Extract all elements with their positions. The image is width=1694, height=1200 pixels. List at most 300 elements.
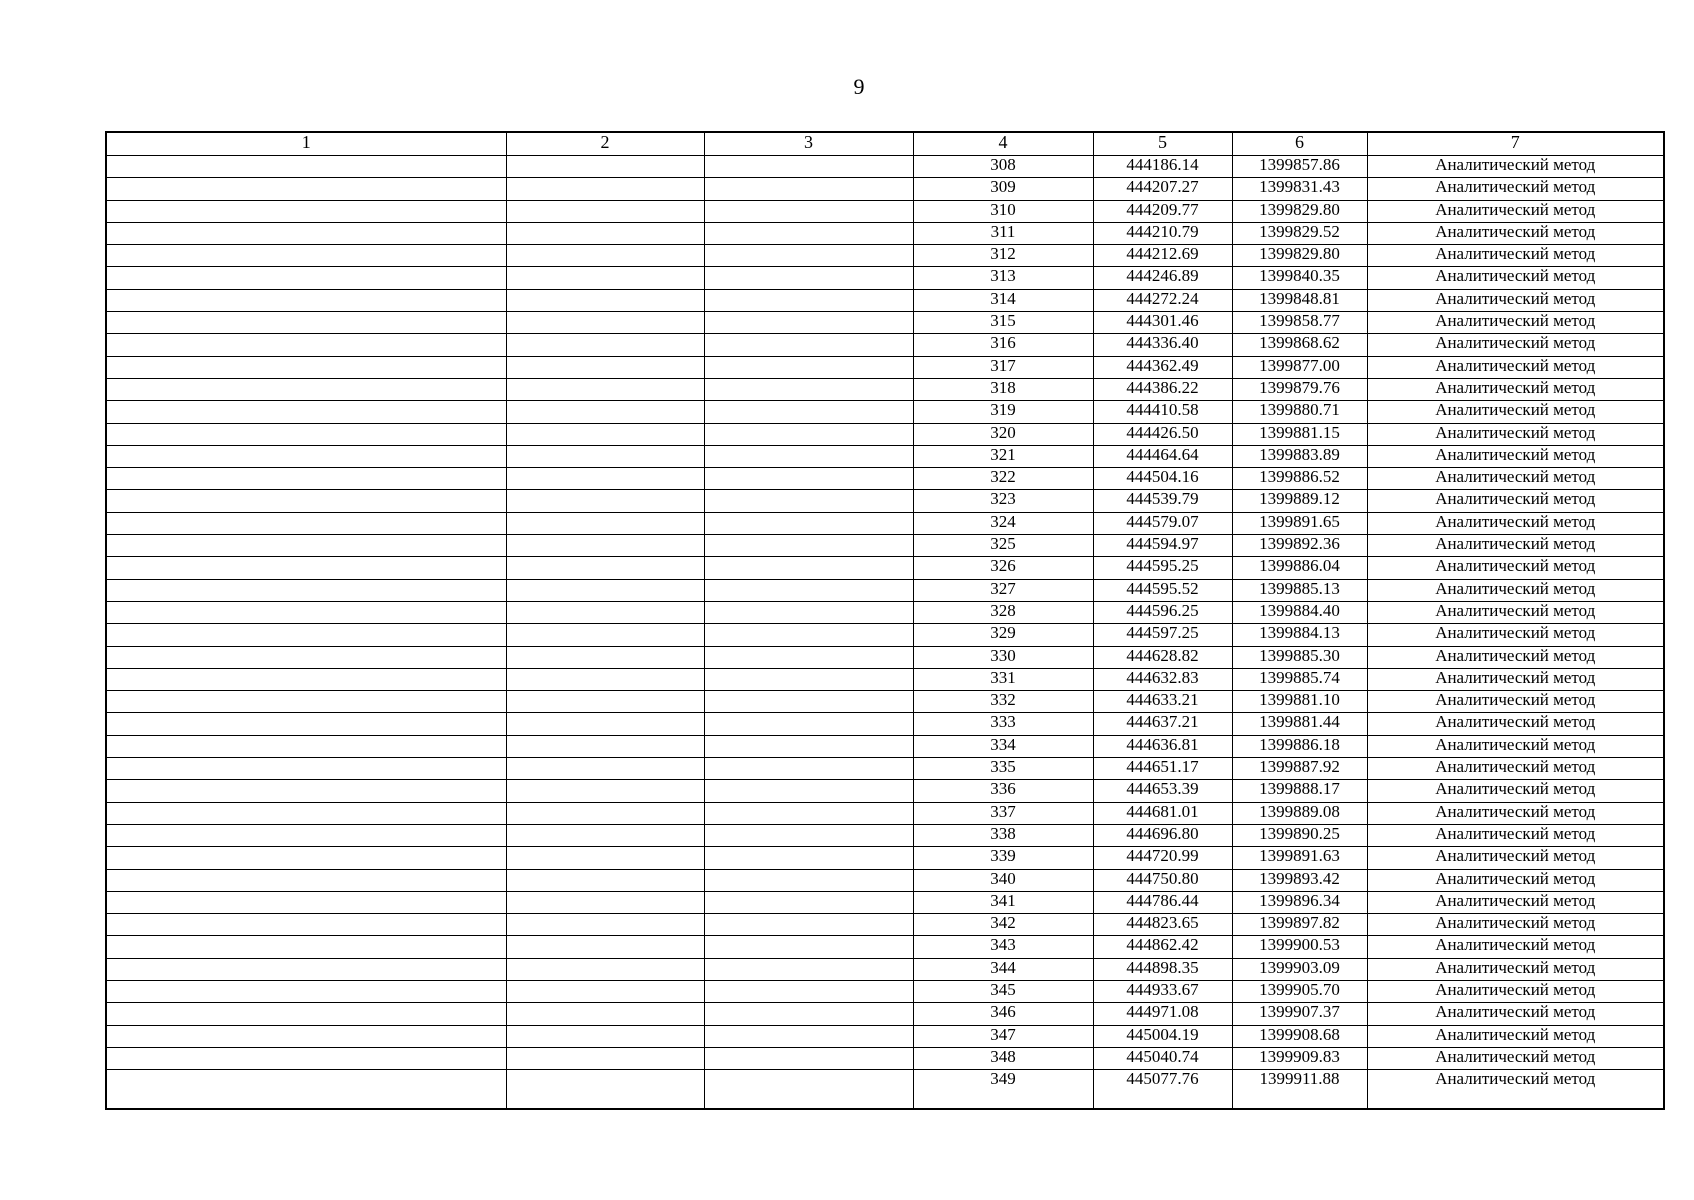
table-row	[106, 691, 1664, 713]
col-1-cell	[106, 312, 506, 334]
x-coordinate-cell: 444410.58	[1093, 401, 1232, 423]
col-3-cell	[704, 245, 913, 267]
table-row	[106, 490, 1664, 512]
y-coordinate-cell: 1399881.10	[1232, 691, 1367, 713]
col-3-cell	[704, 579, 913, 601]
y-coordinate-cell: 1399889.08	[1232, 802, 1367, 824]
method-cell: Аналитический метод	[1367, 312, 1664, 334]
col-1-cell	[106, 891, 506, 913]
y-coordinate-cell: 1399903.09	[1232, 958, 1367, 980]
table-row	[106, 579, 1664, 601]
table-row	[106, 267, 1664, 289]
col-1-cell	[106, 936, 506, 958]
col-1-cell	[106, 445, 506, 467]
col-1-cell	[106, 178, 506, 200]
column-header-6: 6	[1232, 132, 1367, 156]
col-1-cell	[106, 847, 506, 869]
x-coordinate-cell: 444362.49	[1093, 356, 1232, 378]
col-2-cell	[506, 713, 704, 735]
col-3-cell	[704, 445, 913, 467]
col-2-cell	[506, 691, 704, 713]
method-cell: Аналитический метод	[1367, 646, 1664, 668]
col-2-cell	[506, 267, 704, 289]
table-row	[106, 980, 1664, 1002]
col-1-cell	[106, 691, 506, 713]
x-coordinate-cell: 444336.40	[1093, 334, 1232, 356]
col-2-cell	[506, 334, 704, 356]
table-row	[106, 245, 1664, 267]
col-1-cell	[106, 958, 506, 980]
y-coordinate-cell: 1399886.04	[1232, 557, 1367, 579]
table-header	[106, 132, 1664, 156]
point-number-cell: 344	[913, 958, 1093, 980]
method-cell: Аналитический метод	[1367, 691, 1664, 713]
col-3-cell	[704, 401, 913, 423]
x-coordinate-cell: 444595.25	[1093, 557, 1232, 579]
x-coordinate-cell: 444539.79	[1093, 490, 1232, 512]
x-coordinate-cell: 444681.01	[1093, 802, 1232, 824]
y-coordinate-cell: 1399890.25	[1232, 824, 1367, 846]
method-cell: Аналитический метод	[1367, 869, 1664, 891]
column-header-4: 4	[913, 132, 1093, 156]
point-number-cell: 325	[913, 535, 1093, 557]
table-row	[106, 624, 1664, 646]
x-coordinate-cell: 444212.69	[1093, 245, 1232, 267]
point-number-cell: 331	[913, 668, 1093, 690]
header-row	[106, 132, 1664, 156]
point-number-cell: 346	[913, 1003, 1093, 1025]
x-coordinate-cell: 444464.64	[1093, 445, 1232, 467]
point-number-cell: 308	[913, 156, 1093, 178]
x-coordinate-cell: 444597.25	[1093, 624, 1232, 646]
table-row	[106, 668, 1664, 690]
col-1-cell	[106, 557, 506, 579]
method-cell: Аналитический метод	[1367, 802, 1664, 824]
point-number-cell: 323	[913, 490, 1093, 512]
col-2-cell	[506, 312, 704, 334]
x-coordinate-cell: 444386.22	[1093, 378, 1232, 400]
x-coordinate-cell: 444750.80	[1093, 869, 1232, 891]
col-1-cell	[106, 468, 506, 490]
method-cell: Аналитический метод	[1367, 245, 1664, 267]
x-coordinate-cell: 444426.50	[1093, 423, 1232, 445]
x-coordinate-cell: 444637.21	[1093, 713, 1232, 735]
method-cell: Аналитический метод	[1367, 758, 1664, 780]
col-3-cell	[704, 914, 913, 936]
table-row	[106, 178, 1664, 200]
table-row	[106, 378, 1664, 400]
col-1-cell	[106, 914, 506, 936]
col-2-cell	[506, 156, 704, 178]
y-coordinate-cell: 1399897.82	[1232, 914, 1367, 936]
point-number-cell: 348	[913, 1047, 1093, 1069]
col-3-cell	[704, 334, 913, 356]
x-coordinate-cell: 444862.42	[1093, 936, 1232, 958]
col-2-cell	[506, 780, 704, 802]
col-3-cell	[704, 156, 913, 178]
col-1-cell	[106, 289, 506, 311]
col-1-cell	[106, 1003, 506, 1025]
x-coordinate-cell: 444301.46	[1093, 312, 1232, 334]
table-row	[106, 445, 1664, 467]
point-number-cell: 343	[913, 936, 1093, 958]
point-number-cell: 320	[913, 423, 1093, 445]
table-row	[106, 735, 1664, 757]
x-coordinate-cell: 444651.17	[1093, 758, 1232, 780]
y-coordinate-cell: 1399831.43	[1232, 178, 1367, 200]
col-1-cell	[106, 378, 506, 400]
col-3-cell	[704, 691, 913, 713]
col-3-cell	[704, 490, 913, 512]
col-3-cell	[704, 1025, 913, 1047]
y-coordinate-cell: 1399884.40	[1232, 601, 1367, 623]
method-cell: Аналитический метод	[1367, 178, 1664, 200]
point-number-cell: 310	[913, 200, 1093, 222]
y-coordinate-cell: 1399886.52	[1232, 468, 1367, 490]
point-number-cell: 342	[913, 914, 1093, 936]
method-cell: Аналитический метод	[1367, 445, 1664, 467]
col-3-cell	[704, 557, 913, 579]
col-2-cell	[506, 802, 704, 824]
x-coordinate-cell: 444696.80	[1093, 824, 1232, 846]
column-header-7: 7	[1367, 132, 1664, 156]
point-number-cell: 322	[913, 468, 1093, 490]
table-row	[106, 557, 1664, 579]
y-coordinate-cell: 1399857.86	[1232, 156, 1367, 178]
table-row	[106, 1003, 1664, 1025]
col-1-cell	[106, 869, 506, 891]
col-1-cell	[106, 490, 506, 512]
x-coordinate-cell: 444653.39	[1093, 780, 1232, 802]
col-3-cell	[704, 378, 913, 400]
point-number-cell: 334	[913, 735, 1093, 757]
y-coordinate-cell: 1399879.76	[1232, 378, 1367, 400]
y-coordinate-cell: 1399900.53	[1232, 936, 1367, 958]
method-cell: Аналитический метод	[1367, 735, 1664, 757]
column-header-5: 5	[1093, 132, 1232, 156]
method-cell: Аналитический метод	[1367, 222, 1664, 244]
point-number-cell: 330	[913, 646, 1093, 668]
x-coordinate-cell: 445040.74	[1093, 1047, 1232, 1069]
col-3-cell	[704, 713, 913, 735]
method-cell: Аналитический метод	[1367, 378, 1664, 400]
y-coordinate-cell: 1399829.80	[1232, 245, 1367, 267]
col-2-cell	[506, 847, 704, 869]
method-cell: Аналитический метод	[1367, 824, 1664, 846]
col-1-cell	[106, 1070, 506, 1110]
point-number-cell: 324	[913, 512, 1093, 534]
y-coordinate-cell: 1399881.15	[1232, 423, 1367, 445]
col-3-cell	[704, 222, 913, 244]
col-3-cell	[704, 468, 913, 490]
y-coordinate-cell: 1399877.00	[1232, 356, 1367, 378]
table-row	[106, 958, 1664, 980]
col-2-cell	[506, 869, 704, 891]
col-1-cell	[106, 267, 506, 289]
table-row	[106, 289, 1664, 311]
method-cell: Аналитический метод	[1367, 468, 1664, 490]
col-1-cell	[106, 668, 506, 690]
col-2-cell	[506, 445, 704, 467]
x-coordinate-cell: 444933.67	[1093, 980, 1232, 1002]
col-1-cell	[106, 780, 506, 802]
x-coordinate-cell: 444628.82	[1093, 646, 1232, 668]
table-row	[106, 156, 1664, 178]
table-body	[106, 156, 1664, 1110]
col-2-cell	[506, 245, 704, 267]
col-3-cell	[704, 178, 913, 200]
col-2-cell	[506, 914, 704, 936]
method-cell: Аналитический метод	[1367, 156, 1664, 178]
point-number-cell: 316	[913, 334, 1093, 356]
col-3-cell	[704, 1047, 913, 1069]
y-coordinate-cell: 1399905.70	[1232, 980, 1367, 1002]
method-cell: Аналитический метод	[1367, 1025, 1664, 1047]
method-cell: Аналитический метод	[1367, 980, 1664, 1002]
col-2-cell	[506, 1025, 704, 1047]
col-2-cell	[506, 423, 704, 445]
y-coordinate-cell: 1399868.62	[1232, 334, 1367, 356]
point-number-cell: 328	[913, 601, 1093, 623]
table-row	[106, 312, 1664, 334]
table-row	[106, 1025, 1664, 1047]
col-1-cell	[106, 601, 506, 623]
col-1-cell	[106, 646, 506, 668]
col-3-cell	[704, 624, 913, 646]
method-cell: Аналитический метод	[1367, 713, 1664, 735]
col-2-cell	[506, 735, 704, 757]
col-2-cell	[506, 579, 704, 601]
method-cell: Аналитический метод	[1367, 780, 1664, 802]
table-row	[106, 802, 1664, 824]
col-1-cell	[106, 156, 506, 178]
x-coordinate-cell: 444207.27	[1093, 178, 1232, 200]
x-coordinate-cell: 444823.65	[1093, 914, 1232, 936]
col-1-cell	[106, 200, 506, 222]
table-row	[106, 401, 1664, 423]
y-coordinate-cell: 1399911.88	[1232, 1070, 1367, 1110]
table-row	[106, 468, 1664, 490]
table-row	[106, 780, 1664, 802]
col-2-cell	[506, 490, 704, 512]
col-3-cell	[704, 980, 913, 1002]
point-number-cell: 313	[913, 267, 1093, 289]
col-2-cell	[506, 1070, 704, 1110]
col-2-cell	[506, 936, 704, 958]
col-3-cell	[704, 601, 913, 623]
table-row	[106, 1070, 1664, 1110]
column-header-3: 3	[704, 132, 913, 156]
y-coordinate-cell: 1399840.35	[1232, 267, 1367, 289]
y-coordinate-cell: 1399891.65	[1232, 512, 1367, 534]
col-3-cell	[704, 802, 913, 824]
y-coordinate-cell: 1399885.13	[1232, 579, 1367, 601]
y-coordinate-cell: 1399885.30	[1232, 646, 1367, 668]
method-cell: Аналитический метод	[1367, 624, 1664, 646]
col-2-cell	[506, 200, 704, 222]
x-coordinate-cell: 445004.19	[1093, 1025, 1232, 1047]
col-2-cell	[506, 401, 704, 423]
y-coordinate-cell: 1399886.18	[1232, 735, 1367, 757]
y-coordinate-cell: 1399829.80	[1232, 200, 1367, 222]
table-row	[106, 200, 1664, 222]
x-coordinate-cell: 444210.79	[1093, 222, 1232, 244]
col-3-cell	[704, 958, 913, 980]
method-cell: Аналитический метод	[1367, 1003, 1664, 1025]
col-3-cell	[704, 735, 913, 757]
col-3-cell	[704, 312, 913, 334]
x-coordinate-cell: 444971.08	[1093, 1003, 1232, 1025]
method-cell: Аналитический метод	[1367, 579, 1664, 601]
y-coordinate-cell: 1399891.63	[1232, 847, 1367, 869]
y-coordinate-cell: 1399884.13	[1232, 624, 1367, 646]
table-row	[106, 869, 1664, 891]
y-coordinate-cell: 1399888.17	[1232, 780, 1367, 802]
col-3-cell	[704, 646, 913, 668]
col-1-cell	[106, 1047, 506, 1069]
y-coordinate-cell: 1399887.92	[1232, 758, 1367, 780]
col-1-cell	[106, 423, 506, 445]
point-number-cell: 347	[913, 1025, 1093, 1047]
method-cell: Аналитический метод	[1367, 1070, 1664, 1110]
x-coordinate-cell: 444898.35	[1093, 958, 1232, 980]
point-number-cell: 309	[913, 178, 1093, 200]
col-2-cell	[506, 535, 704, 557]
point-number-cell: 319	[913, 401, 1093, 423]
table-row	[106, 891, 1664, 913]
col-3-cell	[704, 824, 913, 846]
col-2-cell	[506, 758, 704, 780]
x-coordinate-cell: 444720.99	[1093, 847, 1232, 869]
x-coordinate-cell: 444636.81	[1093, 735, 1232, 757]
col-3-cell	[704, 535, 913, 557]
col-2-cell	[506, 646, 704, 668]
table-row	[106, 222, 1664, 244]
point-number-cell: 349	[913, 1070, 1093, 1110]
col-1-cell	[106, 802, 506, 824]
col-2-cell	[506, 512, 704, 534]
table-row	[106, 1047, 1664, 1069]
y-coordinate-cell: 1399829.52	[1232, 222, 1367, 244]
col-3-cell	[704, 668, 913, 690]
col-2-cell	[506, 1003, 704, 1025]
col-2-cell	[506, 356, 704, 378]
method-cell: Аналитический метод	[1367, 490, 1664, 512]
point-number-cell: 345	[913, 980, 1093, 1002]
col-3-cell	[704, 758, 913, 780]
col-1-cell	[106, 535, 506, 557]
x-coordinate-cell: 444632.83	[1093, 668, 1232, 690]
col-2-cell	[506, 624, 704, 646]
col-2-cell	[506, 289, 704, 311]
y-coordinate-cell: 1399883.89	[1232, 445, 1367, 467]
col-1-cell	[106, 824, 506, 846]
column-header-2: 2	[506, 132, 704, 156]
x-coordinate-cell: 444272.24	[1093, 289, 1232, 311]
method-cell: Аналитический метод	[1367, 200, 1664, 222]
method-cell: Аналитический метод	[1367, 1047, 1664, 1069]
col-3-cell	[704, 423, 913, 445]
col-2-cell	[506, 668, 704, 690]
method-cell: Аналитический метод	[1367, 334, 1664, 356]
point-number-cell: 314	[913, 289, 1093, 311]
col-2-cell	[506, 468, 704, 490]
point-number-cell: 317	[913, 356, 1093, 378]
col-2-cell	[506, 958, 704, 980]
col-2-cell	[506, 1047, 704, 1069]
col-3-cell	[704, 780, 913, 802]
point-number-cell: 338	[913, 824, 1093, 846]
method-cell: Аналитический метод	[1367, 267, 1664, 289]
y-coordinate-cell: 1399896.34	[1232, 891, 1367, 913]
col-3-cell	[704, 356, 913, 378]
col-3-cell	[704, 936, 913, 958]
col-1-cell	[106, 512, 506, 534]
x-coordinate-cell: 444595.52	[1093, 579, 1232, 601]
point-number-cell: 332	[913, 691, 1093, 713]
col-2-cell	[506, 222, 704, 244]
col-3-cell	[704, 1003, 913, 1025]
table-row	[106, 847, 1664, 869]
x-coordinate-cell: 444186.14	[1093, 156, 1232, 178]
x-coordinate-cell: 444594.97	[1093, 535, 1232, 557]
table-row	[106, 713, 1664, 735]
table-row	[106, 535, 1664, 557]
point-number-cell: 312	[913, 245, 1093, 267]
y-coordinate-cell: 1399848.81	[1232, 289, 1367, 311]
point-number-cell: 318	[913, 378, 1093, 400]
point-number-cell: 339	[913, 847, 1093, 869]
point-number-cell: 321	[913, 445, 1093, 467]
table-row	[106, 356, 1664, 378]
y-coordinate-cell: 1399889.12	[1232, 490, 1367, 512]
x-coordinate-cell: 444633.21	[1093, 691, 1232, 713]
col-2-cell	[506, 824, 704, 846]
col-1-cell	[106, 222, 506, 244]
method-cell: Аналитический метод	[1367, 289, 1664, 311]
point-number-cell: 337	[913, 802, 1093, 824]
method-cell: Аналитический метод	[1367, 891, 1664, 913]
method-cell: Аналитический метод	[1367, 668, 1664, 690]
point-number-cell: 341	[913, 891, 1093, 913]
x-coordinate-cell: 444786.44	[1093, 891, 1232, 913]
col-3-cell	[704, 891, 913, 913]
point-number-cell: 327	[913, 579, 1093, 601]
point-number-cell: 311	[913, 222, 1093, 244]
method-cell: Аналитический метод	[1367, 401, 1664, 423]
y-coordinate-cell: 1399909.83	[1232, 1047, 1367, 1069]
table-row	[106, 512, 1664, 534]
col-1-cell	[106, 245, 506, 267]
col-1-cell	[106, 401, 506, 423]
method-cell: Аналитический метод	[1367, 936, 1664, 958]
method-cell: Аналитический метод	[1367, 847, 1664, 869]
y-coordinate-cell: 1399908.68	[1232, 1025, 1367, 1047]
table-row	[106, 423, 1664, 445]
col-2-cell	[506, 891, 704, 913]
col-1-cell	[106, 1025, 506, 1047]
col-1-cell	[106, 980, 506, 1002]
y-coordinate-cell: 1399858.77	[1232, 312, 1367, 334]
point-number-cell: 336	[913, 780, 1093, 802]
y-coordinate-cell: 1399885.74	[1232, 668, 1367, 690]
col-1-cell	[106, 579, 506, 601]
col-1-cell	[106, 713, 506, 735]
col-2-cell	[506, 178, 704, 200]
method-cell: Аналитический метод	[1367, 512, 1664, 534]
x-coordinate-cell: 444246.89	[1093, 267, 1232, 289]
y-coordinate-cell: 1399880.71	[1232, 401, 1367, 423]
